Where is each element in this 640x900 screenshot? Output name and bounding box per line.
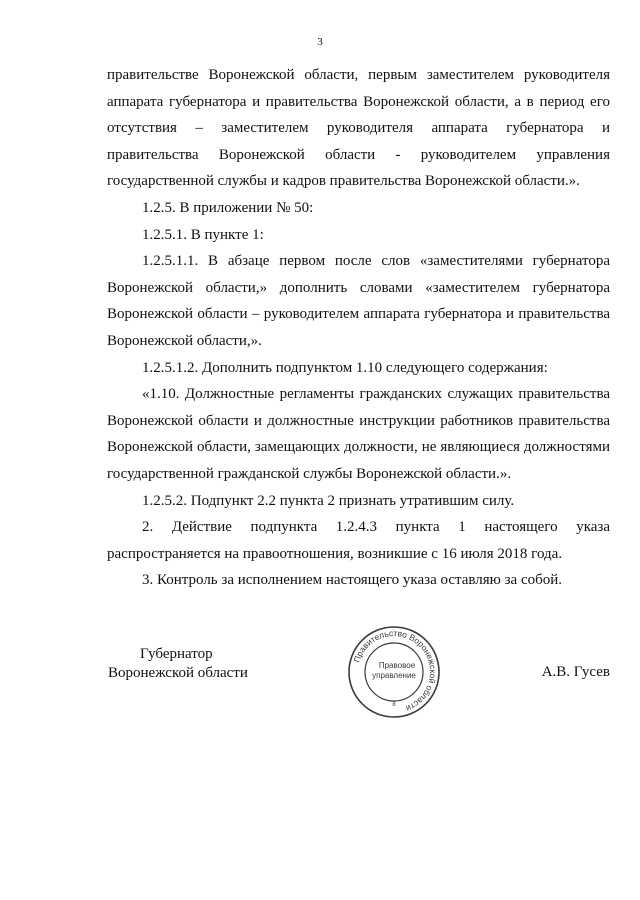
paragraph: 3. Контроль за исполнением настоящего указа оставляю за собой.: [142, 572, 563, 589]
stamp-number: 8: [392, 702, 396, 708]
paragraph: 1.2.5.2. Подпункт 2.2 пункта 2 признать утратившим силу.: [142, 492, 515, 509]
stamp-center-line1: Правовое: [378, 661, 416, 670]
paragraph: 1.2.5.1. В пункте 1:: [142, 226, 264, 243]
official-stamp: [341, 624, 447, 720]
signatory-position: [108, 645, 288, 683]
stamp-ring-text: Правительство Воронежской области: [351, 627, 439, 714]
signatory-name: А.В. Гусев: [541, 664, 610, 680]
paragraph: 1.2.5.1.1. В абзаце первом после слов «заместителями губернатора Воронежской области,» дополнить словами «заместителем губернатора Воронежской области – руководителем аппарата губернатора и правительства Воронежской области,».: [107, 253, 610, 349]
paragraph: «1.10. Должностные регламенты гражданских служащих правительства Воронежской области и должностные инструкции работников правительства Воронежской области, замещающих должности, не являющиеся должностями государственной гражданской службы Воронежской области.».: [107, 386, 610, 482]
paragraph: правительстве Воронежской области, первым заместителем руководителя аппарата губернатора и правительства Воронежской области, а в период его отсутствия – заместителем руководителя аппарата губернатора и правительства Воронежской области - руководителем управления государственной службы и кадров правительства Воронежской области.».: [107, 67, 610, 190]
stamp-center-line2: управление: [372, 671, 416, 680]
page-number: 3: [317, 36, 323, 48]
position-title: Губернатор: [140, 646, 213, 662]
paragraph: 1.2.5. В приложении № 50:: [142, 199, 314, 216]
paragraph: 1.2.5.1.2. Дополнить подпунктом 1.10 следующего содержания:: [142, 359, 548, 376]
paragraph: 2. Действие подпункта 1.2.4.3 пункта 1 настоящего указа распространяется на правоотношения, возникшие с 16 июля 2018 года.: [107, 519, 610, 562]
document-body: [107, 62, 610, 594]
position-region: Воронежской области: [108, 665, 248, 681]
